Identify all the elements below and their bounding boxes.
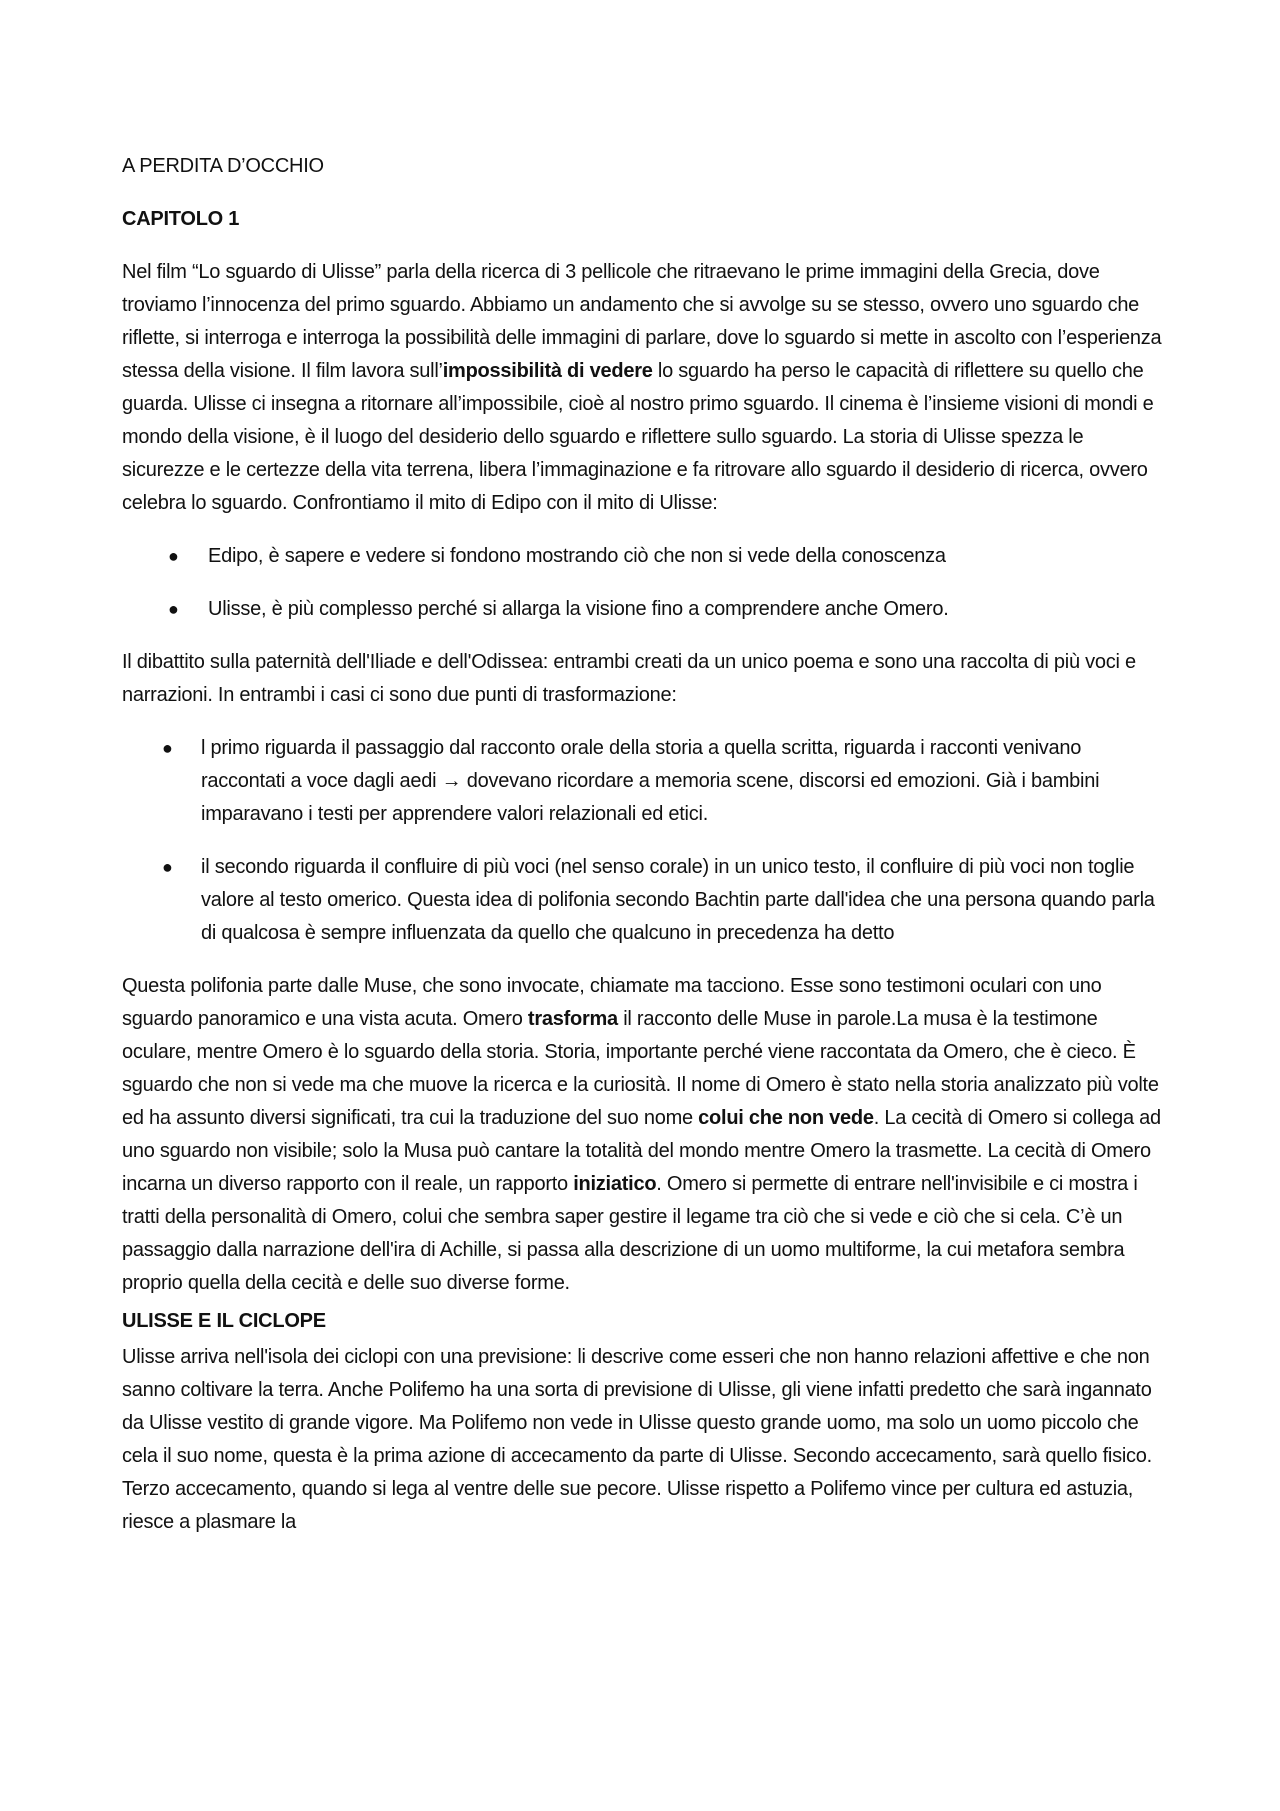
emphasis-text: impossibilità di vedere [442,360,653,382]
bullet-icon: ● [162,857,173,877]
list-item [122,593,1164,626]
list-item-text: Ulisse, è più complesso perché si allarga la visione fino a comprendere anche Omero. [208,598,949,620]
chapter-heading: CAPITOLO 1 [122,208,240,230]
list-item-text: il secondo riguarda il confluire di più voci (nel senso corale) in un unico testo, il confluire di più voci non toglie valore al testo omerico. Questa idea di polifonia secondo Bachtin parte dall'idea che una persona quando parla di qualcosa è sempre influenzata da quello che qualcuno in precedenza ha detto [201,856,1155,944]
paragraph-text: . Omero si permette di entrare nell'invisibile e ci mostra i tratti della personalità di Omero, colui che sembra saper gestire il legame tra ciò che si vede e ciò che si cela. C’è un passaggio dalla narrazione dell'ira di Achille, si passa alla descrizione di un uomo multiforme, la cui metafora sembra proprio quella della cecità e delle suo diverse forme. [122,1173,1138,1294]
paragraph-text: lo sguardo ha perso le capacità di riflettere su quello che guarda. Ulisse ci insegna a ritornare all’impossibile, cioè al nostro primo sguardo. Il cinema è l’insieme visioni di mondi e mondo della visione, è il luogo del desiderio dello sguardo e riflettere sullo sguardo. La storia di Ulisse spezza le sicurezze e le certezze della vita terrena, libera l’immaginazione e fa ritrovare allo sguardo il desiderio di ricerca, ovvero celebra lo sguardo. Confrontiamo il mito di Edipo con il mito di Ulisse: [122,360,1154,514]
bullet-icon: ● [168,546,179,566]
list-item [122,540,1164,573]
bullet-list-transformations [122,732,1164,950]
list-item-text: Edipo, è sapere e vedere si fondono mostrando ciò che non si vede della conoscenza [208,545,946,567]
list-item [122,851,1164,950]
paragraph-text: Nel film “Lo sguardo di Ulisse” parla della ricerca di 3 pellicole che ritraevano le prime immagini della Grecia, dove troviamo l’innocenza del primo sguardo. Abbiamo un andamento che si avvolge su se stesso, ovvero uno sguardo che riflette, si interroga e interroga la possibilità delle immagini di parlare, dove lo sguardo si mette in ascolto con l’esperienza stessa della visione. Il film lavora sull’ [122,261,1162,382]
paragraph-text: . La cecità di Omero si collega ad uno sguardo non visibile; solo la Musa può cantare la totalità del mondo mentre Omero la trasmette. La cecità di Omero incarna un diverso rapporto con il reale, un rapporto [122,1107,1161,1195]
emphasis-text: colui che non vede [698,1107,874,1129]
bullet-list-myths [122,540,1164,626]
list-item [122,732,1164,831]
paragraph-intro [122,256,1164,520]
document-title: A PERDITA D’OCCHIO [122,155,324,177]
paragraph-cyclops: Ulisse arriva nell'isola dei ciclopi con una previsione: li descrive come esseri che non hanno relazioni affettive e che non sanno coltivare la terra. Anche Polifemo ha una sorta di previsione di Ulisse, gli viene infatti predetto che sarà ingannato da Ulisse vestito di grande vigore. Ma Polifemo non vede in Ulisse questo grande uomo, ma solo un uomo piccolo che cela il suo nome, questa è la prima azione di accecamento da parte di Ulisse. Secondo accecamento, sarà quello fisico. Terzo accecamento, quando si lega al ventre delle sue pecore. Ulisse rispetto a Polifemo vince per cultura ed astuzia, riesce a plasmare la [122,1346,1152,1533]
emphasis-text: iniziatico [573,1173,657,1195]
document-page [122,150,1164,1539]
bullet-icon: ● [168,599,179,619]
paragraph-debate: Il dibattito sulla paternità dell'Iliade e dell'Odissea: entrambi creati da un unico poema e sono una raccolta di più voci e narrazioni. In entrambi i casi ci sono due punti di trasformazione: [122,651,1136,706]
paragraph-polyphony [122,970,1164,1300]
list-item-text: l primo riguarda il passaggio dal racconto orale della storia a quella scritta, riguarda i racconti venivano raccontati a voce dagli aedi → dovevano ricordare a memoria scene, discorsi ed emozioni. Già i bambini imparavano i testi per apprendere valori relazionali ed etici. [201,737,1100,825]
emphasis-text: trasforma [527,1008,618,1030]
paragraph-text: il racconto delle Muse in parole.La musa è la testimone oculare, mentre Omero è lo sguardo della storia. Storia, importante perché viene raccontata da Omero, che è cieco. È sguardo che non si vede ma che muove la ricerca e la curiosità. Il nome di Omero è stato nella storia analizzato più volte ed ha assunto diversi significati, tra cui la traduzione del suo nome [122,1008,1159,1129]
section-heading: ULISSE E IL CICLOPE [122,1310,326,1332]
bullet-icon: ● [162,738,173,758]
paragraph-text: Questa polifonia parte dalle Muse, che sono invocate, chiamate ma tacciono. Esse sono testimoni oculari con uno sguardo panoramico e una vista acuta. Omero [122,975,1102,1030]
